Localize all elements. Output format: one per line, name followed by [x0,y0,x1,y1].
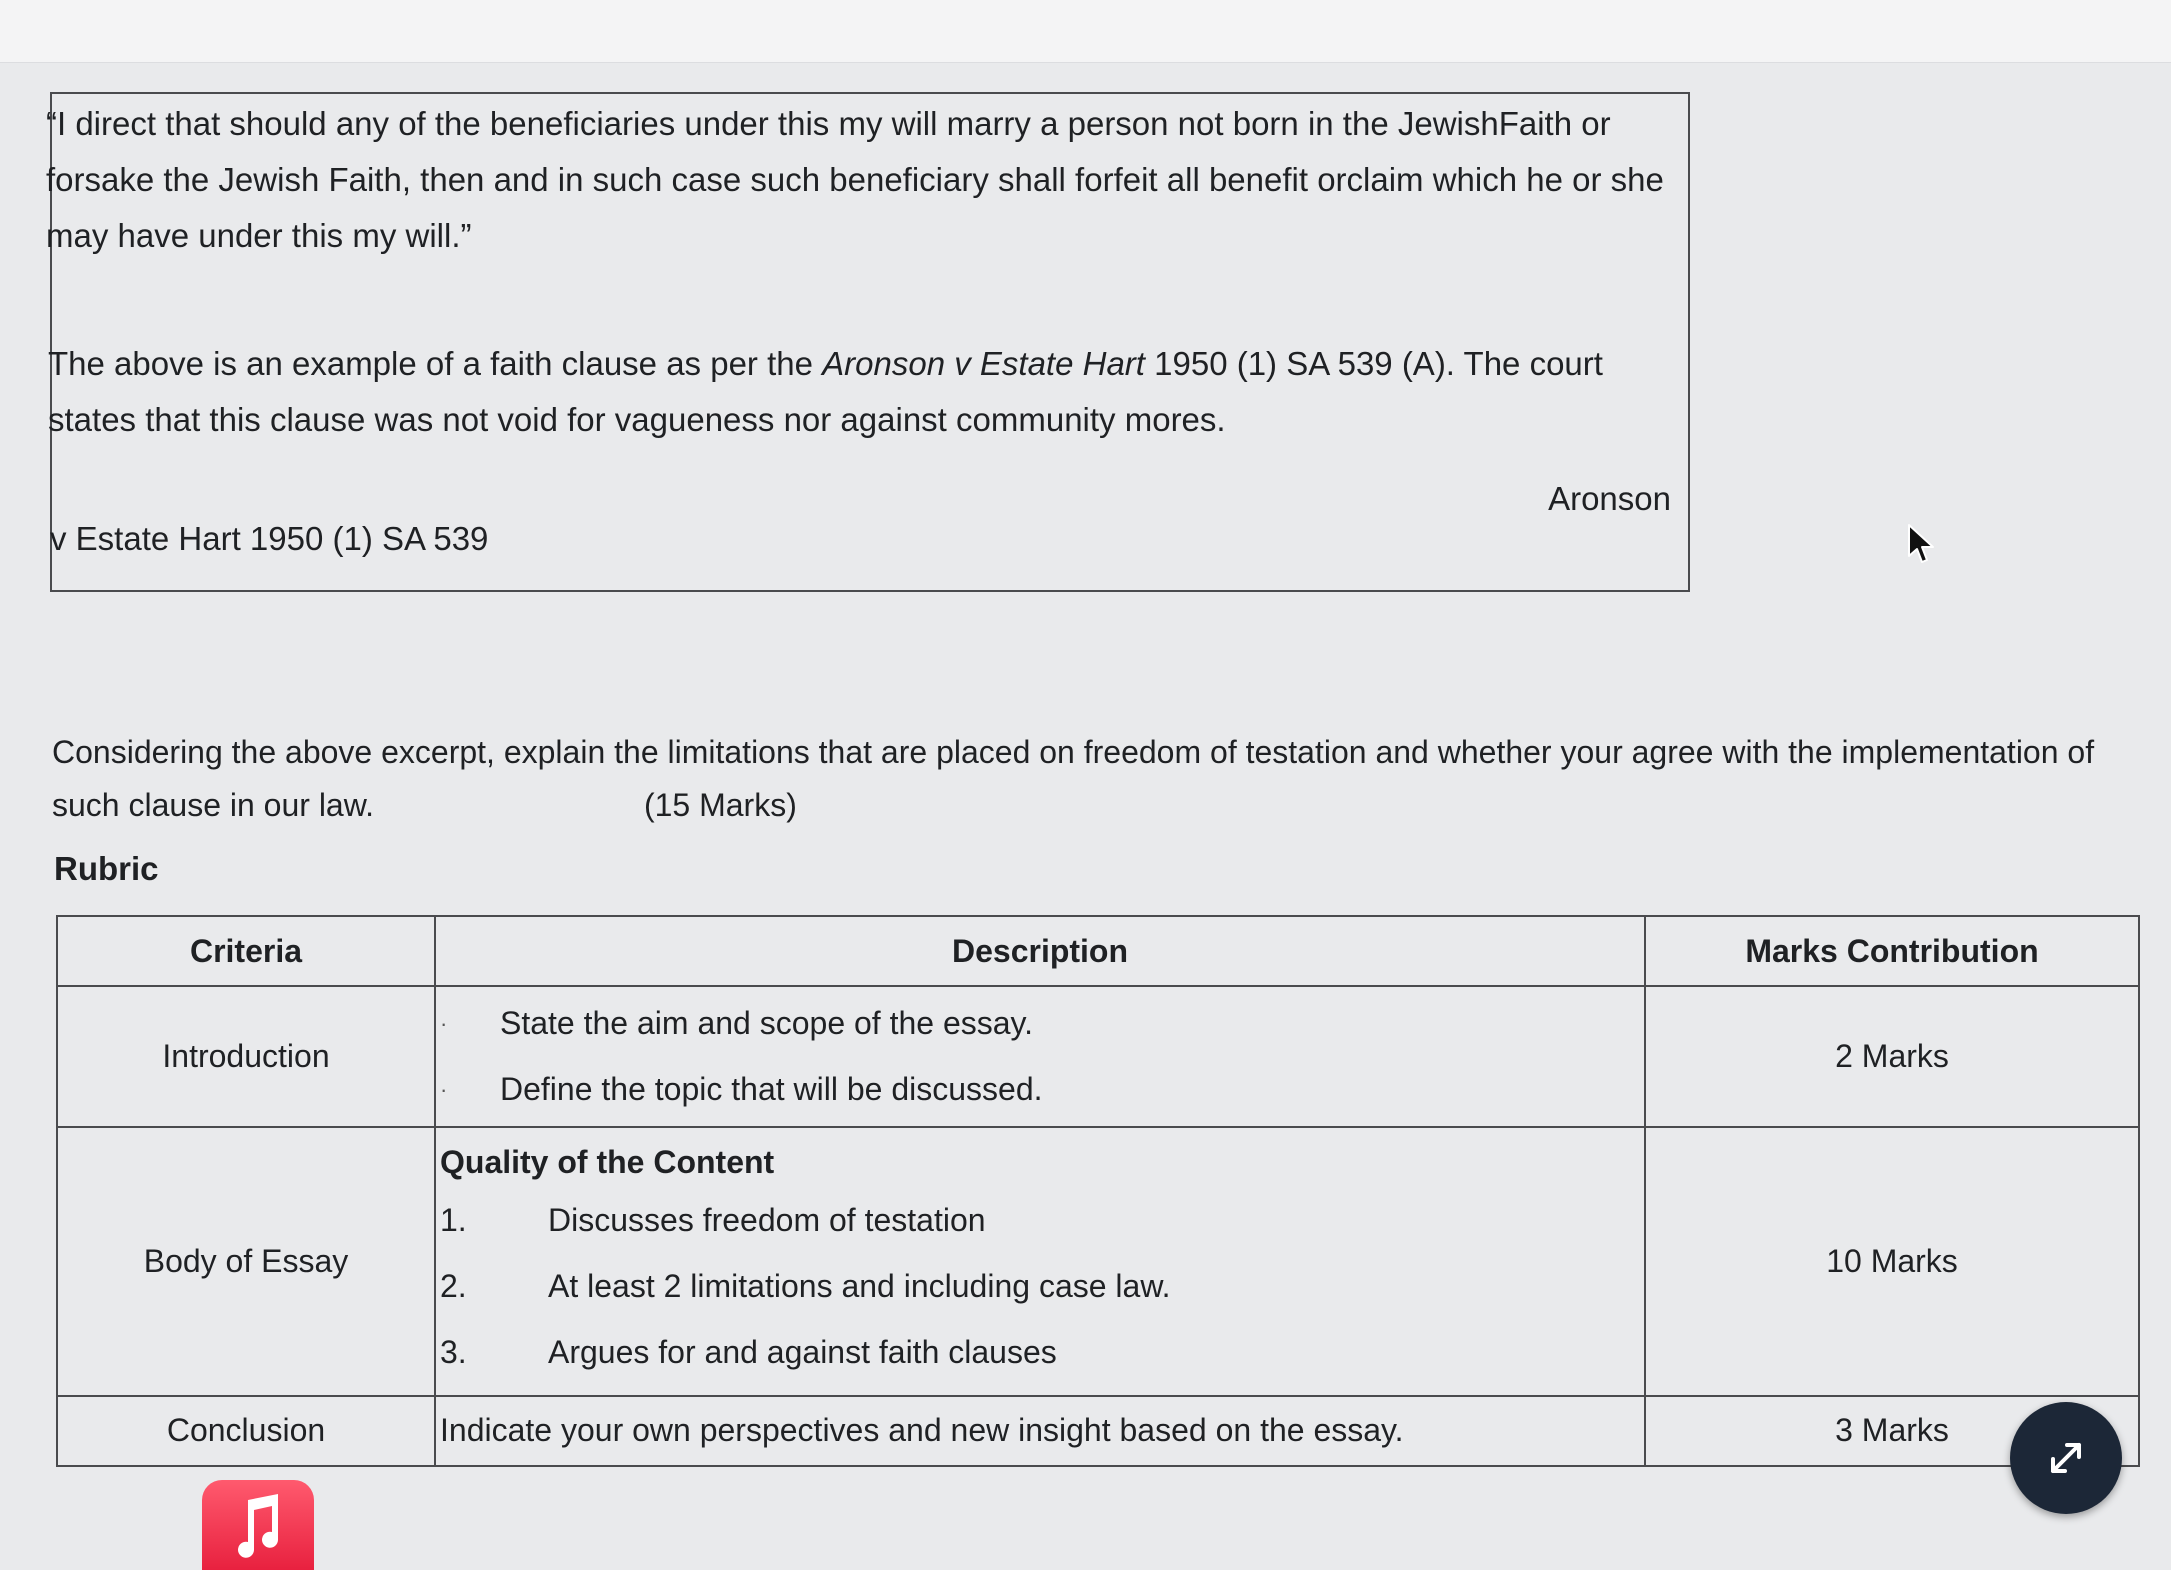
marks-conclusion: 3 Marks [1645,1396,2139,1466]
header-description: Description [435,916,1645,986]
description-introduction [435,986,1645,1127]
marks-body: 10 Marks [1645,1127,2139,1396]
rubric-heading: Rubric [54,850,159,887]
case-name: Aronson v Estate Hart [822,345,1145,382]
music-app-icon[interactable] [202,1480,314,1570]
excerpt-commentary [48,336,1668,448]
mouse-pointer-icon [1906,522,1936,566]
header-marks: Marks Contribution [1645,916,2139,986]
question-text: Considering the above excerpt, explain the limitations that are placed on freedom of testation and whether your agree with the implementation of such clause in our law. [52,734,2095,823]
table-row [57,1396,2139,1466]
criteria-conclusion: Conclusion [57,1396,435,1466]
criteria-introduction: Introduction [57,986,435,1127]
list-item: 2. At least 2 limitations and including case law. [440,1267,1171,1304]
bullet-icon: · [440,1010,448,1036]
list-item: · State the aim and scope of the essay. [440,1005,1034,1041]
table-row [57,986,2139,1127]
music-note-icon [228,1480,288,1560]
rubric-table [56,915,2140,1467]
list-item: 1. Discusses freedom of testation [440,1201,986,1238]
commentary-before: The above is an example of a faith clause as per the [48,345,823,382]
expand-icon [2043,1435,2089,1481]
question-marks: (15 Marks) [643,787,797,823]
marks-introduction: 2 Marks [1645,986,2139,1127]
description-conclusion: Indicate your own perspectives and new insight based on the essay. [435,1396,1645,1466]
content-quality-title: Quality of the Content [440,1143,775,1180]
criteria-body: Body of Essay [57,1127,435,1396]
description-body [435,1127,1645,1396]
essay-question [52,726,2132,832]
table-row [57,1127,2139,1396]
citation-left: v Estate Hart 1950 (1) SA 539 [50,520,489,557]
list-item: 3. Argues for and against faith clauses [440,1333,1057,1370]
bullet-icon: · [440,1076,448,1102]
rubric-header-row [57,916,2139,986]
list-item: · Define the topic that will be discussed. [440,1071,1043,1107]
commentary-after: 1950 (1) SA 539 (A). The court states that this clause was not void for vagueness nor against community mores. [48,345,1603,438]
header-criteria: Criteria [57,916,435,986]
will-quote: “I direct that should any of the beneficiaries under this my will marry a person not born in the JewishFaith or forsake the Jewish Faith, then and in such case such beneficiary shall forfeit all benefit orclaim which he or she may have under this my will.” [46,105,1664,254]
top-toolbar-area [0,0,2171,63]
expand-button[interactable] [2010,1402,2122,1514]
citation-right: Aronson [1548,480,1671,517]
